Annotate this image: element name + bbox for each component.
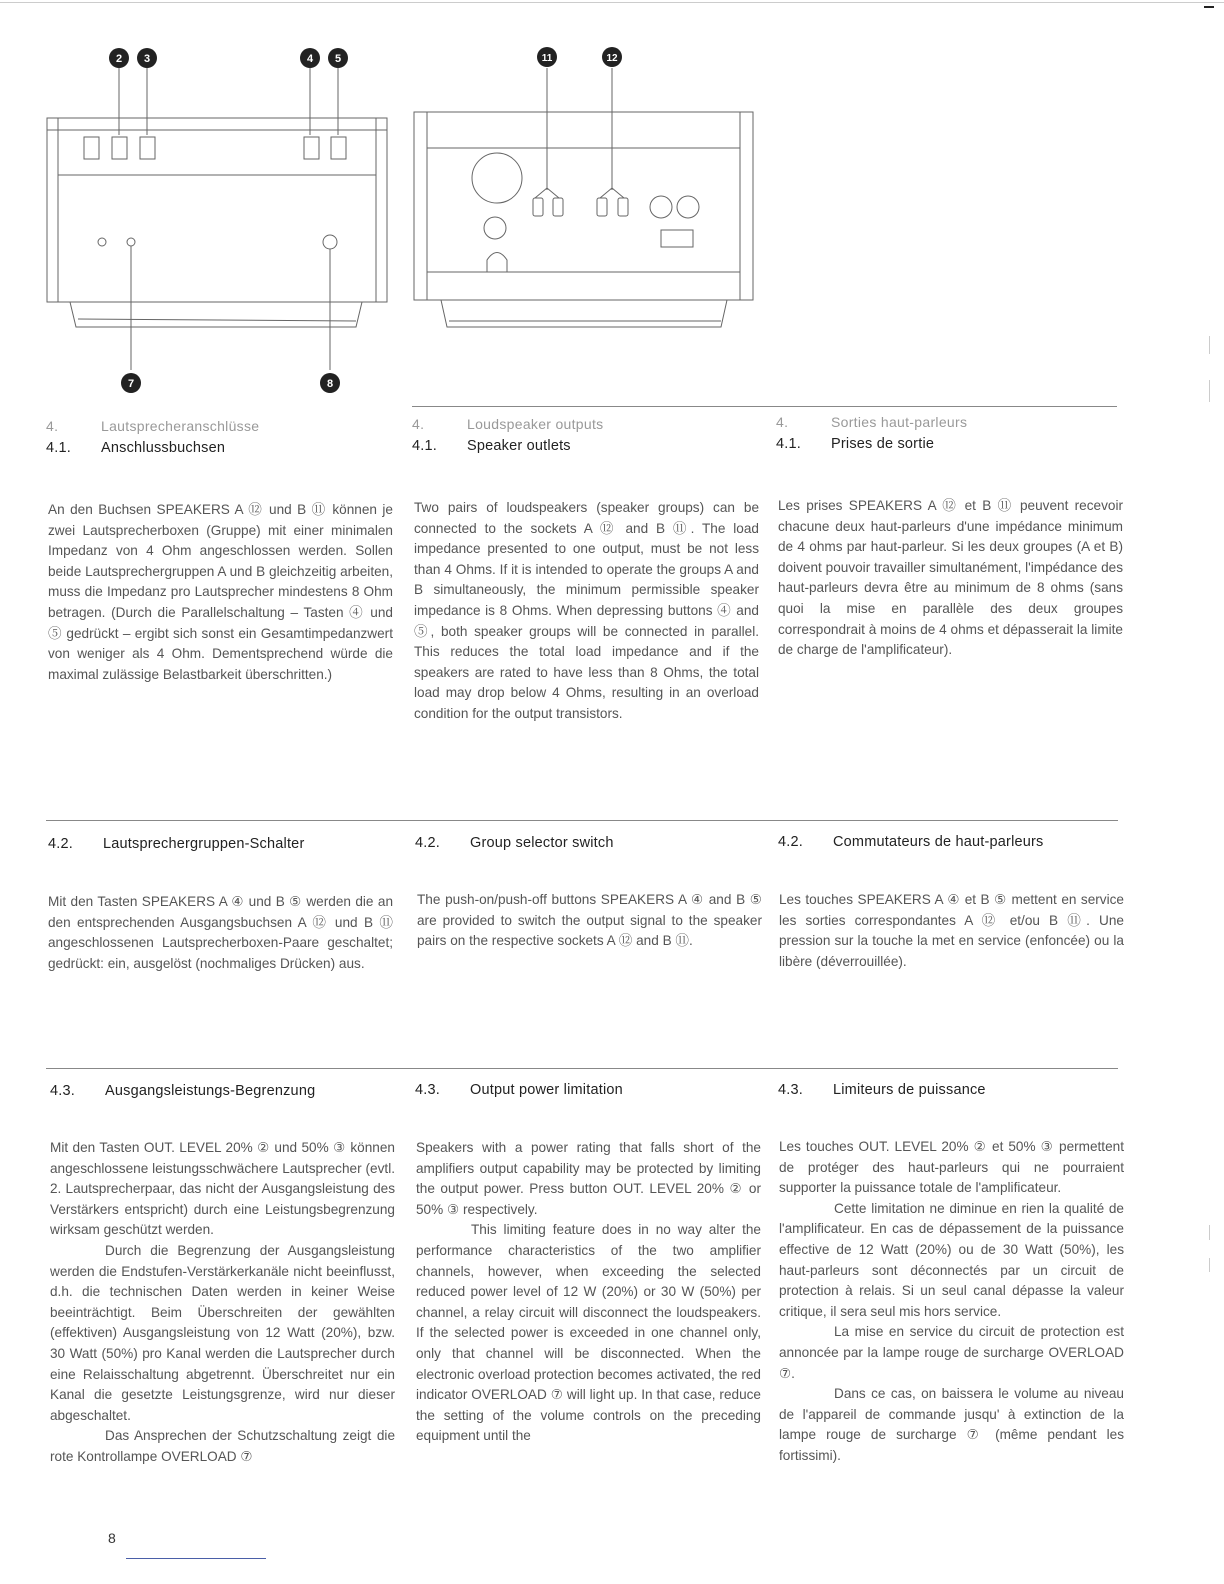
paragraph: Les touches OUT. LEVEL 20% ② et 50% ③ permettent de protéger des haut-parleurs qui ne pourraient supporter la puissance totale de l'amplificateur.: [779, 1139, 1124, 1196]
heading-fr-4-3: 4.3. Limiteurs de puissance: [778, 1082, 986, 1098]
section-rule: [46, 1068, 1118, 1069]
heading-de-4-2: 4.2. Lautsprechergruppen-Schalter: [48, 836, 305, 852]
paragraph: Speakers with a power rating that falls short of the amplifiers output capability may be protected by limiting the output power. Press button OUT. LEVEL 20% ② or 50% ③ respectively.: [416, 1140, 761, 1217]
callout-2: 2: [115, 53, 123, 65]
section-rule: [46, 820, 1118, 821]
margin-mark: [1209, 380, 1210, 402]
text-de-4-2: Mit den Tasten SPEAKERS A ④ und B ⑤ werden die an den entsprechenden Ausgangsbuchsen A ⑫ und B ⑪ angeschlossenen Lautsprecherboxen-Paare geschaltet; gedrückt: ein, ausgelöst (nochmaliges Drücken) aus.: [48, 894, 393, 971]
callout-4: 4: [306, 53, 314, 65]
paragraph: Cette limitation ne diminue en rien la qualité de l'amplificateur. En cas de dépassement de la puissance effective de 12 Watt (20%) ou de 30 Watt (50%), les haut-parleurs sont déconnectés par un circuit de protection à relais. Si un seul canal dépasse la valeur critique, il sera seul mis hors service.: [779, 1200, 1124, 1319]
heading-de-4: 4. Lautsprecheranschlüsse 4.1. Anschlussbuchsen: [46, 418, 260, 456]
text-en-4-3: [416, 1138, 761, 1447]
text-fr-4-2: Les touches SPEAKERS A ④ et B ⑤ mettent en service les sorties correspondantes A ⑫ et/ou B ⑪. Une pression sur la touche la met en service (enfoncée) ou la libère (déverrouillée).: [779, 892, 1124, 969]
paragraph: La mise en service du circuit de protection est annoncée par la lampe rouge de surcharge OVERLOAD ⑦.: [779, 1324, 1124, 1381]
paragraph: Durch die Begrenzung der Ausgangsleistung werden die Endstufen-Verstärkerkanäle nicht beeinflusst, d.h. die technischen Daten werden in keiner Weise beeinträchtigt. Beim Überschreiten der gewählten (effektiven) Ausgangsleistung von 12 Watt (20%), bzw. 30 Watt (50%) pro Kanal werden die Lautsprecher durch eine Relaisschaltung abgetrennt. Überschreitet nur ein Kanal die gesetzte Leistungsgrenze, wird nur dieser abgeschaltet.: [50, 1242, 395, 1423]
text-de-4-1: An den Buchsen SPEAKERS A ⑫ und B ⑪ können je zwei Lautsprecherboxen (Gruppe) mit einer minimalen Impedanz von 4 Ohm angeschlossen werden. Sollen beide Lautsprechergruppen A und B gleichzeitig arbeiten, muss die Impedanz pro Lautsprecher mindestens 8 Ohm betragen. (Durch die Parallelschaltung – Tasten ④ und ⑤ gedrückt – ergibt sich sonst ein Gesamtimpedanzwert von weniger als 4 Ohm. Dementsprechend würde die maximal zulässige Belastbarkeit überschritten.): [48, 502, 393, 682]
text-fr-4-3: [779, 1137, 1124, 1467]
callout-12: 12: [606, 53, 618, 64]
margin-mark: [1209, 1225, 1210, 1240]
footer-line: [126, 1558, 266, 1559]
callout-8: 8: [326, 378, 334, 390]
margin-mark: [1209, 1258, 1210, 1272]
paragraph: This limiting feature does in no way alter the performance characteristics of the two amplifier channels, however, when exceeding the selected reduced power level of 12 W (20%) or 30 W (50%) per channel, a relay circuit will disconnect the loudspeakers. If the selected power is exceeded in one channel only, only that channel will be disconnected. When the electronic overload protection becomes activated, the red indicator OVERLOAD ⑦ will light up. In that case, reduce the setting of the volume controls on the preceding equipment until the: [416, 1222, 761, 1444]
heading-fr-4-2: 4.2. Commutateurs de haut-parleurs: [778, 834, 1044, 850]
text-en-4-1: Two pairs of loudspeakers (speaker groups) can be connected to the sockets A ⑫ and B ⑪. The load impedance presented to one output, must be not less than 4 Ohms. If it is intended to operate the groups A and B simultaneously, the minimum permissible speaker impedance is 8 Ohms. When depressing buttons ④ and ⑤, both speaker groups will be connected in parallel. This reduces the total load impedance and if the speakers are rated to have less than 8 Ohms, the total load may drop below 4 Ohms, resulting in an overload condition for the output transistors.: [414, 500, 759, 721]
heading-en-4-2: 4.2. Group selector switch: [415, 835, 614, 851]
heading-en-4-3: 4.3. Output power limitation: [415, 1082, 623, 1098]
heading-fr-4: 4. Sorties haut-parleurs 4.1. Prises de sortie: [776, 414, 968, 452]
page-number: 8: [108, 1530, 116, 1546]
front-panel-diagram: [40, 40, 400, 400]
section-rule: [412, 406, 1117, 407]
top-rule: [0, 2, 1224, 3]
heading-de-4-3: 4.3. Ausgangsleistungs-Begrenzung: [50, 1083, 316, 1099]
text-fr-4-1: Les prises SPEAKERS A ⑫ et B ⑪ peuvent recevoir chacune deux haut-parleurs d'une impédance minimum de 4 ohms par haut-parleur. Si les deux groupes (A et B) doivent pouvoir travailler simultanément, l'impédance des haut-parleurs devra être au minimum de 8 ohms (sans quoi la mise en parallèle des deux groupes correspondrait à moins de 4 ohms et dépasserait la limite de charge de l'amplificateur).: [778, 498, 1123, 658]
callout-11: 11: [541, 53, 553, 64]
paragraph: Dans ce cas, on baissera le volume au niveau de l'appareil de commande jusqu' à extinction de la lampe rouge de surcharge ⑦ (même pendant les fortissimi).: [779, 1386, 1124, 1463]
callout-7: 7: [127, 378, 135, 390]
callout-3: 3: [143, 53, 151, 65]
heading-en-4: 4. Loudspeaker outputs 4.1. Speaker outlets: [412, 416, 604, 454]
rear-panel-diagram: [405, 40, 765, 340]
margin-mark: [1209, 336, 1210, 354]
corner-mark: [1204, 6, 1214, 8]
paragraph: Mit den Tasten OUT. LEVEL 20% ② und 50% ③ können angeschlossene leistungsschwächere Lautsprecher (evtl. 2. Lautsprecherpaar, das nicht der Ausgangsleistung des Verstärkers entspricht) durch eine Leistungsbegrenzung wirksam geschützt werden.: [50, 1140, 395, 1238]
text-de-4-3: [50, 1138, 395, 1468]
text-en-4-2: The push-on/push-off buttons SPEAKERS A ④ and B ⑤ are provided to switch the output signal to the speaker pairs on the respective sockets A ⑫ and B ⑪.: [417, 892, 762, 949]
paragraph: Das Ansprechen der Schutzschaltung zeigt die rote Kontrollampe OVERLOAD ⑦: [50, 1428, 395, 1464]
callout-5: 5: [334, 53, 342, 65]
